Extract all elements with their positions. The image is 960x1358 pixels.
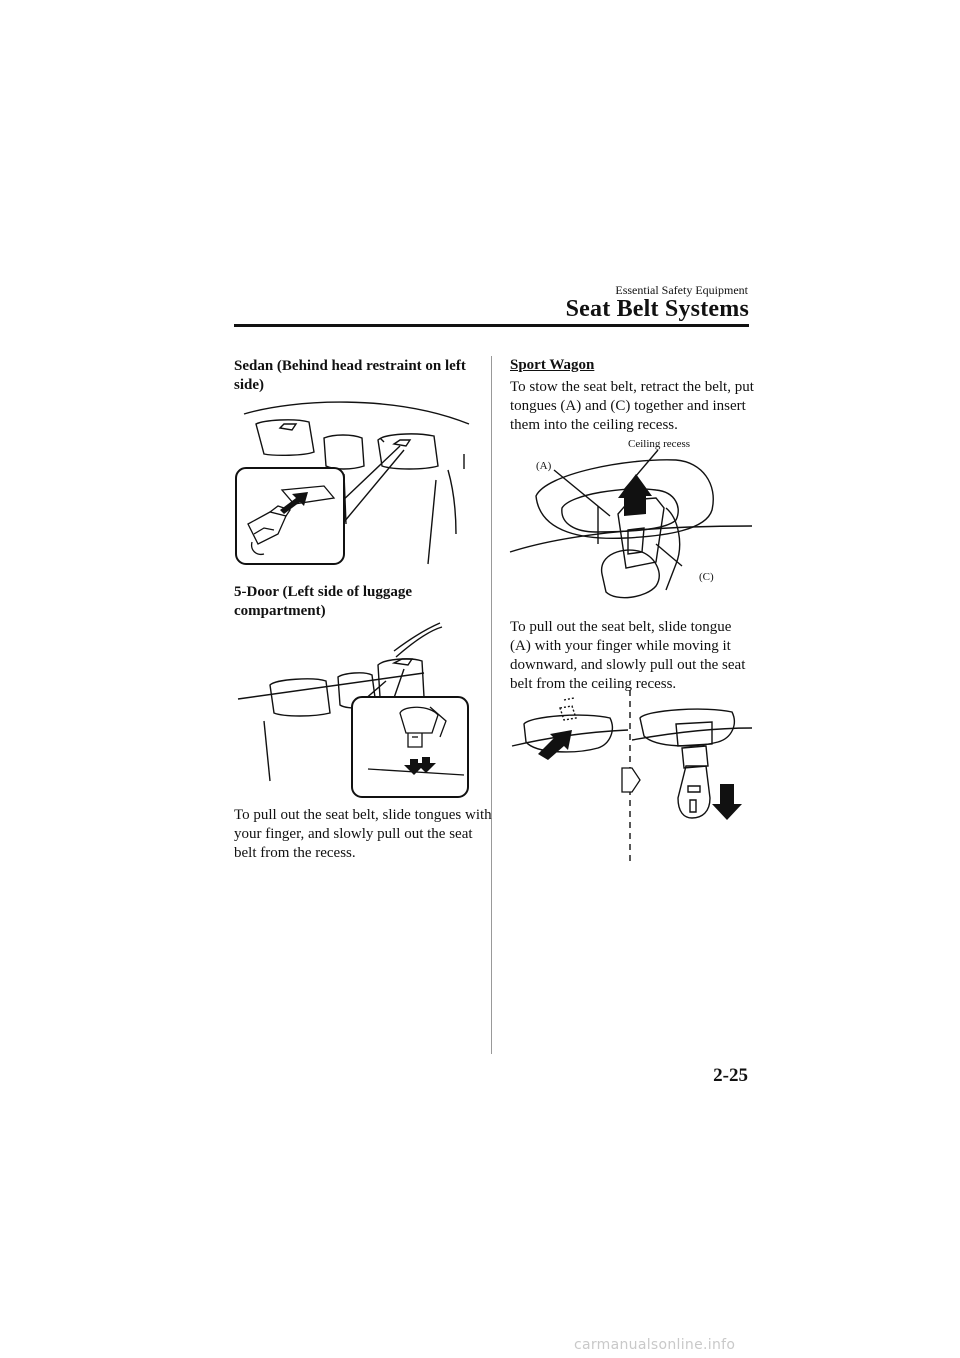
- callout-c: (C): [699, 571, 714, 583]
- column-divider: [491, 356, 492, 1054]
- left-pull-text: To pull out the seat belt, slide tongues with your finger, and slowly pull out the seat belt from the recess.: [234, 807, 492, 861]
- stow-text: To stow the seat belt, retract the belt, put tongues (A) and (C) together and insert them into the ceiling recess.: [510, 379, 754, 433]
- header-rule: [234, 324, 749, 327]
- callout-a: (A): [536, 460, 552, 472]
- watermark-link[interactable]: carmanualsonline.info: [574, 1337, 736, 1353]
- right-pull-text: To pull out the seat belt, slide tongue (A) with your finger while moving it downward, and slowly pull out the seat belt from the ceiling recess.: [510, 619, 746, 692]
- wagon-heading: Sport Wagon: [510, 357, 595, 373]
- callout-ceiling-recess: Ceiling recess: [628, 438, 691, 450]
- 5door-heading: 5-Door (Left side of luggage compartment): [234, 584, 413, 619]
- sedan-belt-drawing: [234, 394, 474, 568]
- page-title: Seat Belt Systems: [565, 296, 749, 322]
- 5door-illustration: [234, 621, 474, 799]
- page-number: 2-25: [713, 1065, 748, 1086]
- section-label: Essential Safety Equipment: [615, 283, 748, 297]
- 5door-belt-drawing: [234, 621, 474, 799]
- pullout-drawing: [506, 688, 756, 864]
- sedan-heading: Sedan (Behind head restraint on left side): [234, 358, 466, 393]
- pullout-illustration: [506, 688, 756, 864]
- sedan-illustration: [234, 394, 474, 568]
